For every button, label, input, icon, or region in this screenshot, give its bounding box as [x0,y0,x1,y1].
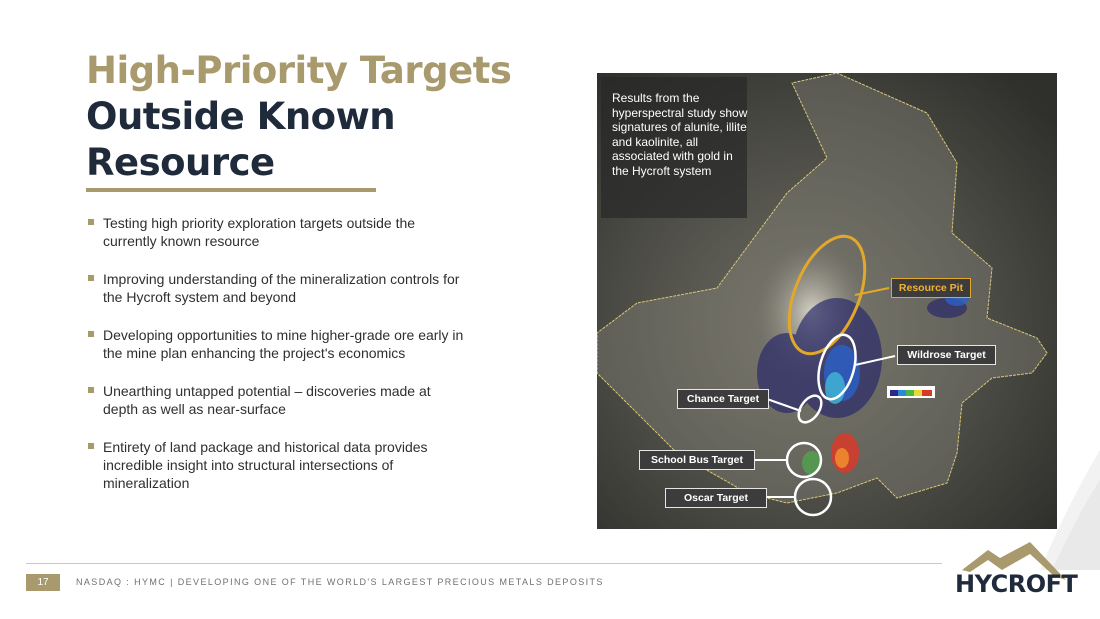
title-underline [86,188,376,192]
title-line-2: Outside Known [86,95,396,138]
bullet-item [86,270,466,306]
oscar-target-label: Oscar Target [665,488,767,508]
logo-wordmark: HYCROFT [955,570,1078,598]
title-line-1: High-Priority Targets [86,49,512,92]
school-bus-target-label: School Bus Target [639,450,755,470]
bullet-marker-icon [88,275,94,281]
bullet-list [86,214,466,512]
footer-text: NASDAQ : HYMC | DEVELOPING ONE OF THE WORLD'S LARGEST PRECIOUS METALS DEPOSITS [76,577,604,587]
bullet-item [86,214,466,250]
footer-rule [26,563,942,564]
bullet-item [86,382,466,418]
resource-pit-label: Resource Pit [891,278,971,298]
bullet-marker-icon [88,331,94,337]
page-number: 17 [26,574,60,591]
title-line-3: Resource [86,141,275,184]
bullet-text: Improving understanding of the mineralization controls for the Hycroft system and beyond [103,271,460,305]
bullet-marker-icon [88,387,94,393]
map-caption: Results from the hyperspectral study show signatures of alunite, illite and kaolinite, all associated with gold in the Hycroft system [612,91,748,178]
slide-title [86,48,511,186]
bullet-text: Entirety of land package and historical data provides incredible insight into structural intersections of mineralization [103,439,428,491]
bullet-marker-icon [88,219,94,225]
bullet-item [86,438,466,492]
satellite-map [597,73,1057,529]
color-scale-legend [887,386,935,398]
chance-target-label: Chance Target [677,389,769,409]
bullet-item [86,326,466,362]
wildrose-target-label: Wildrose Target [897,345,996,365]
bullet-text: Unearthing untapped potential – discoveries made at depth as well as near-surface [103,383,431,417]
bullet-text: Testing high priority exploration targets outside the currently known resource [103,215,416,249]
bullet-marker-icon [88,443,94,449]
bullet-text: Developing opportunities to mine higher-grade ore early in the mine plan enhancing the project's economics [103,327,464,361]
